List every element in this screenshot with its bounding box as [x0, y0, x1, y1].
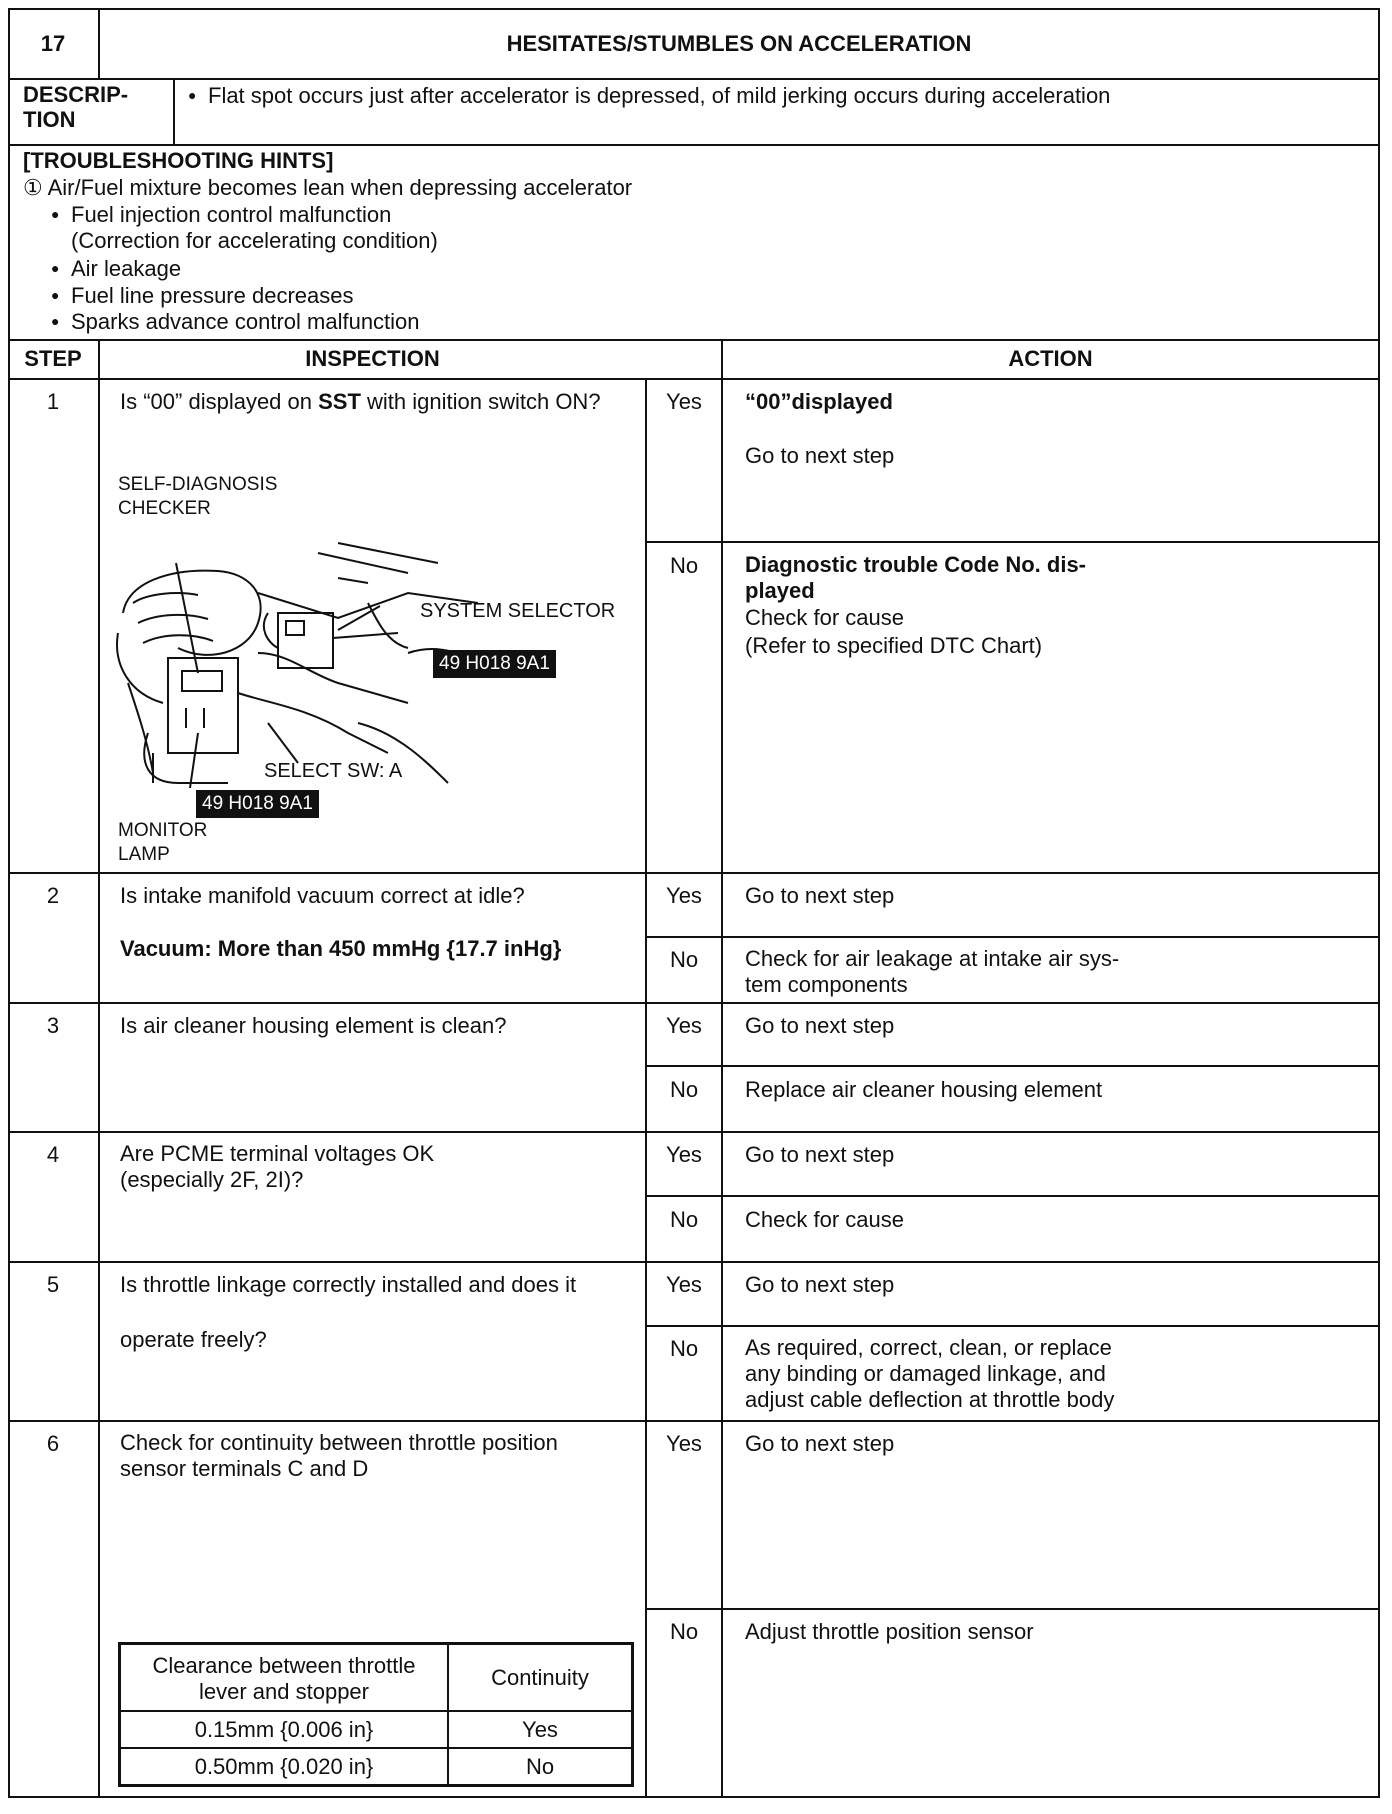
hint-item: (Correction for accelerating condition) [71, 228, 438, 253]
action-text: Check for cause [745, 605, 904, 630]
action-text: Go to next step [745, 1013, 895, 1038]
step-number: 2 [46, 883, 60, 908]
column-action: ACTION [1008, 346, 1093, 371]
yes-label: Yes [666, 1142, 702, 1167]
action-result: Diagnostic trouble Code No. dis- played [745, 552, 1087, 603]
yes-label: Yes [666, 1431, 702, 1456]
troubleshooting-page [8, 8, 1380, 1798]
no-label: No [669, 553, 699, 578]
clearance-header: Clearance between throttle lever and stopper [152, 1653, 416, 1704]
hint-item: ● Fuel line pressure decreases [71, 282, 353, 309]
hints-title: [TROUBLESHOOTING HINTS] [23, 148, 334, 173]
continuity-value: No [525, 1754, 555, 1779]
frame-right [1378, 8, 1380, 1798]
continuity-header: Continuity [491, 1665, 589, 1690]
action-text: Check for air leakage at intake air sys- tem components [745, 946, 1120, 997]
step-inspection: Are PCME terminal voltages OK (especially 2F, 2I)? [120, 1141, 435, 1192]
step-number: 6 [46, 1431, 60, 1456]
frame-bottom [8, 1796, 1380, 1798]
yes-label: Yes [666, 389, 702, 414]
action-text: As required, correct, clean, or replace any binding or damaged linkage, and adjust cable deflection at throttle body [745, 1335, 1115, 1412]
tool-code-tag: 49 H018 9A1 [196, 790, 319, 818]
continuity-table [118, 1642, 634, 1787]
column-step: STEP [24, 346, 82, 371]
self-diagnosis-label: SELF-DIAGNOSIS CHECKER [118, 474, 278, 519]
action-text: Replace air cleaner housing element [745, 1077, 1103, 1102]
no-label: No [669, 1619, 699, 1644]
column-inspection: INSPECTION [305, 346, 440, 371]
action-text: Go to next step [745, 1272, 895, 1297]
frame-top [8, 8, 1380, 10]
yes-label: Yes [666, 1272, 702, 1297]
vacuum-spec: Vacuum: More than 450 mmHg {17.7 inHg} [120, 936, 562, 961]
action-result: “00”displayed [745, 389, 893, 414]
description-label: DESCRIP- TION [23, 82, 129, 132]
action-text: (Refer to specified DTC Chart) [745, 633, 1043, 658]
action-text: Go to next step [745, 883, 895, 908]
action-text: Go to next step [745, 1142, 895, 1167]
yes-label: Yes [666, 1013, 702, 1038]
hint-item: ● Air leakage [71, 255, 181, 282]
step-inspection: Is throttle linkage correctly installed and does it [120, 1272, 577, 1297]
action-text: Check for cause [745, 1207, 904, 1232]
clearance-value: 0.50mm {0.020 in} [194, 1754, 374, 1779]
step-number: 3 [46, 1013, 60, 1038]
action-text: Go to next step [745, 1431, 895, 1456]
yes-label: Yes [666, 883, 702, 908]
step-inspection: Is air cleaner housing element is clean? [120, 1013, 507, 1038]
step-number: 5 [46, 1272, 60, 1297]
step-number: 4 [46, 1142, 60, 1167]
hint-item: ● Fuel injection control malfunction [71, 201, 391, 228]
no-label: No [669, 1336, 699, 1361]
no-label: No [669, 1207, 699, 1232]
step-number: 1 [46, 389, 60, 414]
no-label: No [669, 1077, 699, 1102]
clearance-value: 0.15mm {0.006 in} [194, 1717, 374, 1742]
system-selector-label: SYSTEM SELECTOR [420, 600, 616, 622]
hints-cause: ① Air/Fuel mixture becomes lean when depressing accelerator [23, 175, 633, 200]
continuity-value: Yes [522, 1717, 558, 1742]
action-text: Go to next step [745, 443, 895, 468]
description-text: ● Flat spot occurs just after accelerator is depressed, of mild jerking occurs during acceleration [208, 82, 1110, 109]
tool-code-tag: 49 H018 9A1 [433, 650, 556, 678]
step-inspection-continued: operate freely? [120, 1327, 267, 1352]
page-title: HESITATES/STUMBLES ON ACCELERATION [506, 31, 972, 56]
action-text: Adjust throttle position sensor [745, 1619, 1034, 1644]
select-switch-label: SELECT SW: A [264, 760, 403, 782]
step-inspection: Check for continuity between throttle position sensor terminals C and D [120, 1430, 558, 1481]
step-inspection: Is intake manifold vacuum correct at idle? [120, 883, 525, 908]
monitor-lamp-label: MONITOR LAMP [118, 820, 208, 865]
hint-item: ● Sparks advance control malfunction [71, 308, 420, 335]
no-label: No [669, 947, 699, 972]
step-inspection: Is “00” displayed on SST with ignition switch ON? [120, 389, 601, 414]
chart-number: 17 [40, 31, 66, 56]
